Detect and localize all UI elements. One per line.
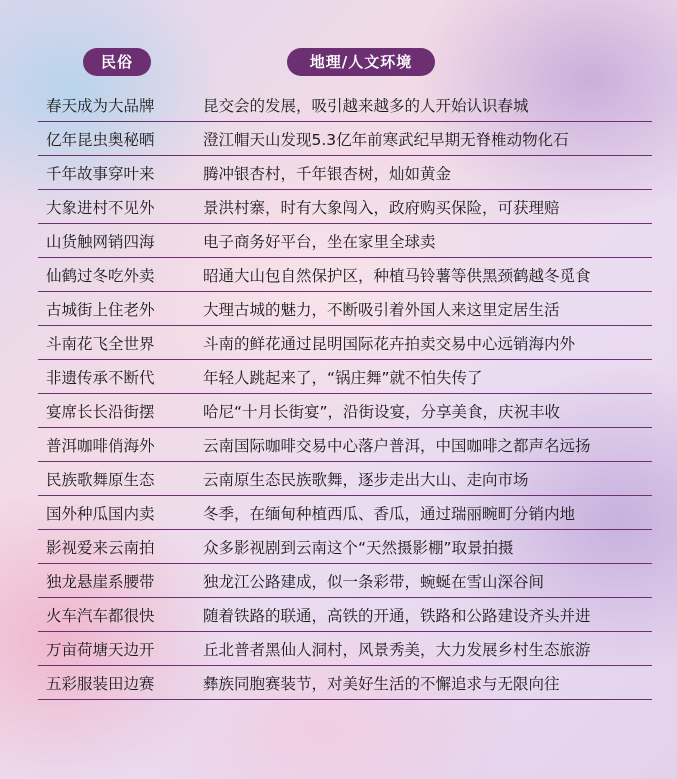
table-row [38,88,652,122]
environment-cell: 独龙江公路建成，似一条彩带，蜿蜒在雪山深谷间 [203,572,545,591]
table-row [38,564,652,598]
table-row [38,632,652,666]
header-environment-label: 地理/人文环境 [287,48,435,76]
folk-cell: 非遗传承不断代 [46,368,155,387]
table-row [38,394,652,428]
table-row [38,462,652,496]
folk-cell: 千年故事穿叶来 [46,164,155,183]
folk-cell: 独龙悬崖系腰带 [46,572,155,591]
table-row [38,428,652,462]
environment-cell: 云南国际咖啡交易中心落户普洱，中国咖啡之都声名远扬 [203,436,591,455]
table-row [38,360,652,394]
table-row [38,156,652,190]
folk-cell: 民族歌舞原生态 [46,470,155,489]
environment-cell: 腾冲银杏村，千年银杏树，灿如黄金 [203,164,452,183]
folk-cell: 斗南花飞全世界 [46,334,155,353]
environment-cell: 年轻人跳起来了，“锅庄舞”就不怕失传了 [203,368,483,387]
table-row [38,666,652,700]
header-folk-label: 民俗 [83,48,151,76]
folk-cell: 万亩荷塘天边开 [46,640,155,659]
table-row [38,326,652,360]
table-row [38,224,652,258]
environment-cell: 丘北普者黑仙人洞村，风景秀美，大力发展乡村生态旅游 [203,640,591,659]
table-row [38,530,652,564]
table-row [38,122,652,156]
environment-cell: 斗南的鲜花通过昆明国际花卉拍卖交易中心远销海内外 [203,334,576,353]
environment-cell: 景洪村寨，时有大象闯入，政府购买保险，可获理赔 [203,198,560,217]
environment-cell: 云南原生态民族歌舞，逐步走出大山、走向市场 [203,470,529,489]
table-row [38,190,652,224]
environment-cell: 昭通大山包自然保护区，种植马铃薯等供黑颈鹤越冬觅食 [203,266,591,285]
folk-cell: 宴席长长沿街摆 [46,402,155,421]
folk-environment-table [38,88,652,700]
folk-cell: 山货触网销四海 [46,232,155,251]
environment-cell: 大理古城的魅力，不断吸引着外国人来这里定居生活 [203,300,560,319]
environment-cell: 随着铁路的联通，高铁的开通，铁路和公路建设齐头并进 [203,606,591,625]
environment-cell: 冬季，在缅甸种植西瓜、香瓜，通过瑞丽畹町分销内地 [203,504,576,523]
folk-cell: 大象进村不见外 [46,198,155,217]
folk-cell: 普洱咖啡俏海外 [46,436,155,455]
folk-cell: 古城街上住老外 [46,300,155,319]
folk-cell: 影视爱来云南拍 [46,538,155,557]
environment-cell: 昆交会的发展，吸引越来越多的人开始认识春城 [203,96,529,115]
environment-cell: 哈尼“十月长街宴”，沿街设宴，分享美食，庆祝丰收 [203,402,561,421]
folk-cell: 仙鹤过冬吃外卖 [46,266,155,285]
environment-cell: 众多影视剧到云南这个“天然摄影棚”取景拍摄 [203,538,514,557]
environment-cell: 澄江帽天山发现5.3亿年前寒武纪早期无脊椎动物化石 [203,130,569,149]
environment-cell: 电子商务好平台，坐在家里全球卖 [203,232,436,251]
table-row [38,598,652,632]
folk-cell: 五彩服装田边赛 [46,674,155,693]
environment-cell: 彝族同胞赛装节，对美好生活的不懈追求与无限向往 [203,674,560,693]
folk-cell: 国外种瓜国内卖 [46,504,155,523]
folk-cell: 火车汽车都很快 [46,606,155,625]
table-row [38,496,652,530]
table-row [38,258,652,292]
folk-cell: 亿年昆虫奥秘晒 [46,130,155,149]
folk-cell: 春天成为大品牌 [46,96,155,115]
table-row [38,292,652,326]
